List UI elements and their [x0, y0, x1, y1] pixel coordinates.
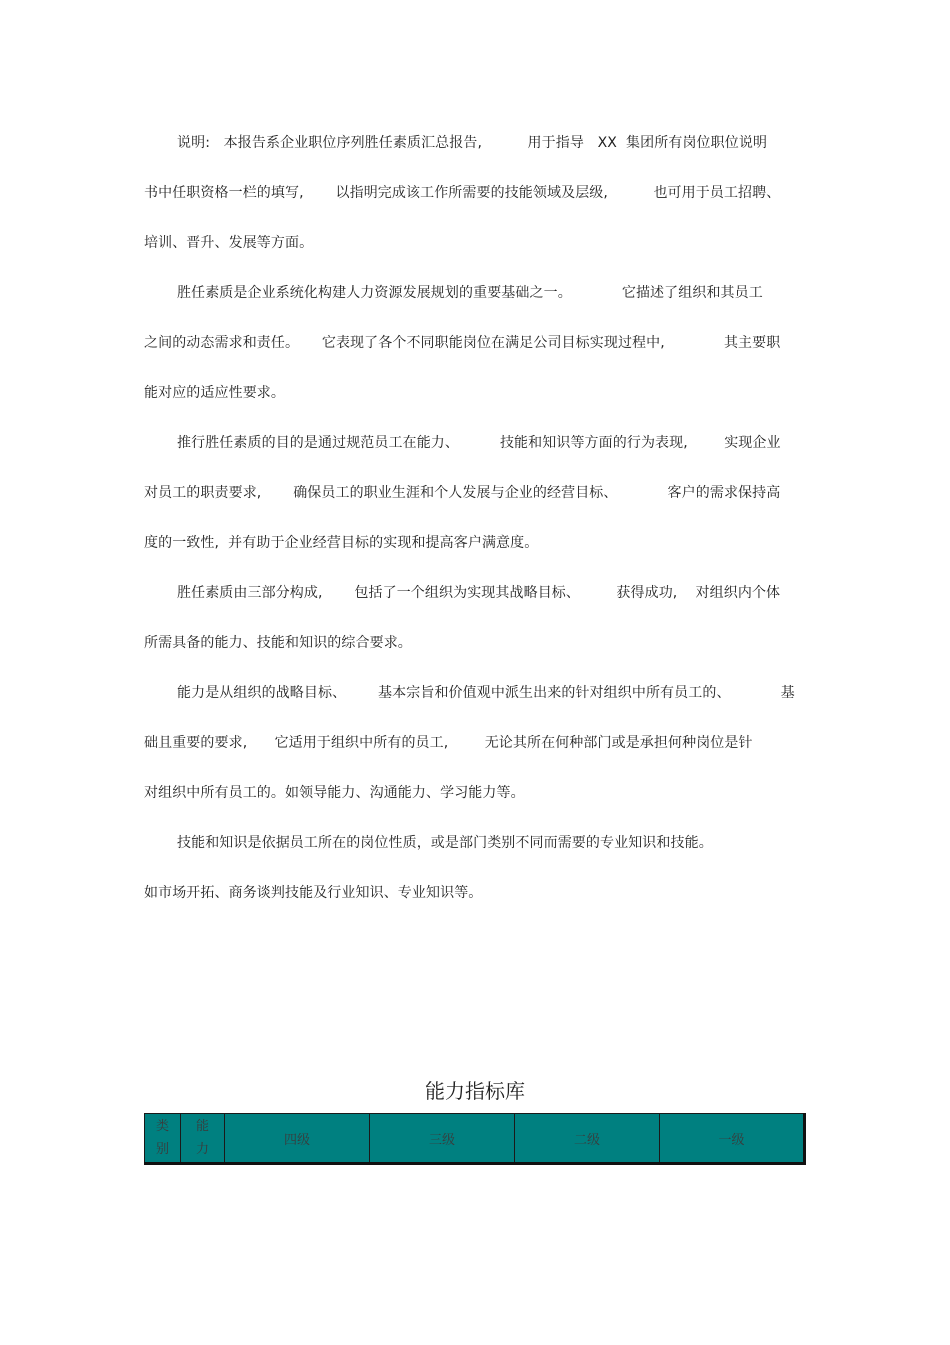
paragraph-1-line-1: 说明: 本报告系企业职位序列胜任素质汇总报告, 用于指导 XX 集团所有岗位职位说明 — [177, 135, 768, 151]
table-title: 能力指标库 — [425, 1079, 525, 1103]
table-header-row — [145, 1114, 805, 1164]
paragraph-5-line-3: 对组织中所有员工的。如领导能力、沟通能力、学习能力等。 — [144, 785, 525, 801]
header-ability — [181, 1114, 225, 1164]
ability-index-table — [144, 1113, 806, 1165]
header-category — [145, 1114, 181, 1164]
header-level-3: 三级 — [370, 1114, 515, 1164]
paragraph-6-line-1: 技能和知识是依据员工所在的岗位性质，或是部门类别不同而需要的专业知识和技能。 — [177, 835, 713, 851]
paragraph-2-line-1: 胜任素质是企业系统化构建人力资源发展规划的重要基础之一。 它描述了组织和其员工 — [177, 285, 763, 301]
header-ability-char-1: 能 — [195, 1119, 209, 1134]
paragraph-5-line-1: 能力是从组织的战略目标、 基本宗旨和价值观中派生出来的针对组织中所有员工的、 基 — [177, 685, 795, 701]
header-category-char-1: 类 — [155, 1119, 169, 1134]
header-level-4: 四级 — [225, 1114, 370, 1164]
paragraph-3-line-2: 对员工的职责要求, 确保员工的职业生涯和个人发展与企业的经营目标、 客户的需求保持高 — [144, 485, 781, 501]
header-ability-char-2: 力 — [195, 1142, 209, 1157]
header-level-2: 二级 — [515, 1114, 660, 1164]
paragraph-4-line-2: 所需具备的能力、技能和知识的综合要求。 — [144, 635, 412, 651]
paragraph-3-line-1: 推行胜任素质的目的是通过规范员工在能力、 技能和知识等方面的行为表现, 实现企业 — [177, 435, 781, 451]
paragraph-2-line-2: 之间的动态需求和责任。 它表现了各个不同职能岗位在满足公司目标实现过程中, 其主要职 — [144, 335, 781, 351]
paragraph-6-line-2: 如市场开拓、商务谈判技能及行业知识、专业知识等。 — [144, 885, 483, 901]
paragraph-1-line-2: 书中任职资格一栏的填写, 以指明完成该工作所需要的技能领域及层级, 也可用于员工招聘、 — [144, 185, 781, 201]
header-category-char-2: 别 — [155, 1142, 169, 1157]
header-level-1: 一级 — [660, 1114, 805, 1164]
paragraph-4-line-1: 胜任素质由三部分构成, 包括了一个组织为实现其战略目标、 获得成功, 对组织内个体 — [177, 585, 781, 601]
paragraph-1-line-3: 培训、晋升、发展等方面。 — [144, 235, 314, 251]
paragraph-5-line-2: 础且重要的要求, 它适用于组织中所有的员工, 无论其所在何种部门或是承担何种岗位是针 — [144, 735, 753, 751]
paragraph-3-line-3: 度的一致性, 并有助于企业经营目标的实现和提高客户满意度。 — [144, 535, 539, 551]
paragraph-2-line-3: 能对应的适应性要求。 — [144, 385, 285, 401]
